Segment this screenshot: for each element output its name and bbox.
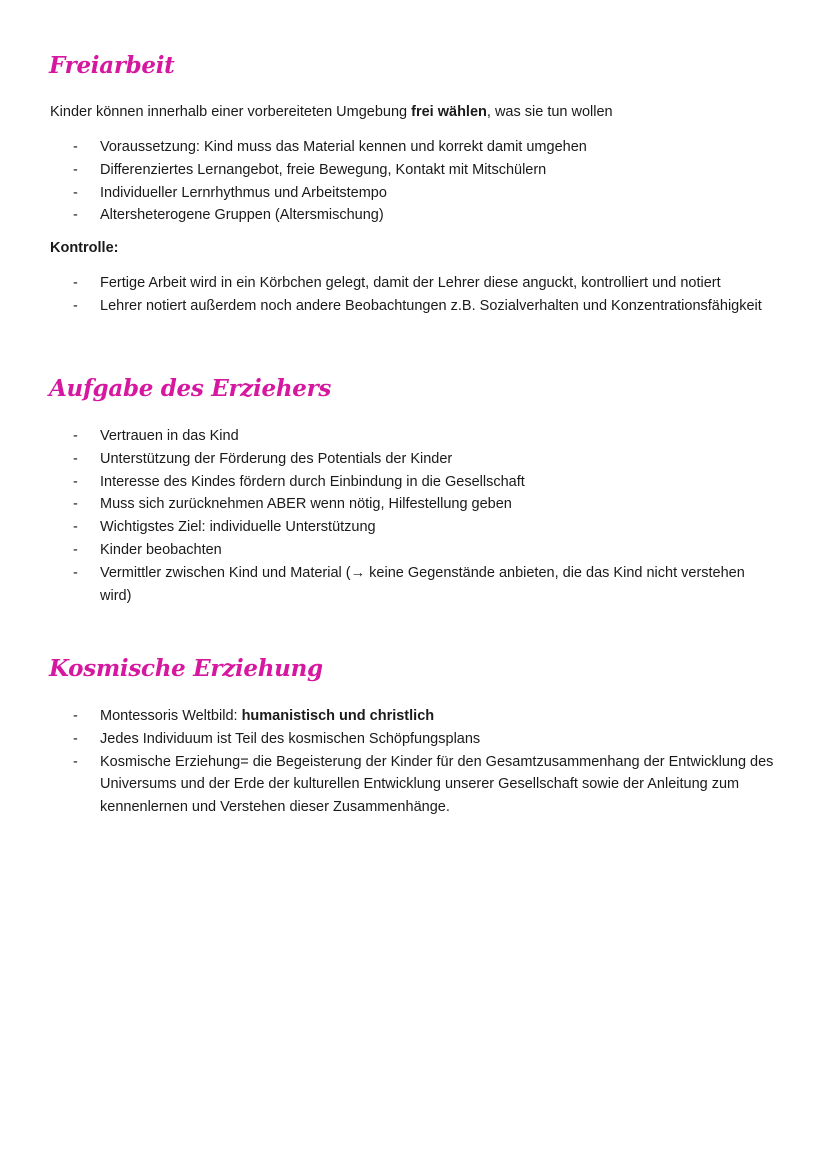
list-item: - Voraussetzung: Kind muss das Material kennen und korrekt damit umgehen [0, 136, 780, 159]
list-item: - Unterstützung der Förderung des Potentials der Kinder [0, 448, 780, 471]
bullet-dash: - [73, 730, 78, 747]
list-item: - Kinder beobachten [0, 539, 780, 562]
freiarbeit-intro [50, 101, 613, 124]
list-item: - Individueller Lernrhythmus und Arbeitstempo [0, 182, 780, 205]
list-item: - Lehrer notiert außerdem noch andere Beobachtungen z.B. Sozialverhalten und Konzentrationsfähigkeit [0, 295, 780, 318]
kontrolle-list [0, 272, 828, 318]
intro-text-bold: frei wählen [411, 104, 487, 120]
list-item: - Interesse des Kindes fördern durch Einbindung in die Gesellschaft [0, 471, 780, 494]
heading-aufgabe-des-erziehers: Aufgabe des Erziehers [49, 375, 332, 402]
bullet-dash: - [73, 708, 78, 724]
bullet-dash: - [73, 496, 78, 513]
list-item: - Montessoris Weltbild: humanistisch und christlich [0, 705, 780, 728]
bullet-dash: - [73, 207, 78, 224]
kontrolle-label: Kontrolle: [50, 240, 119, 256]
heading-freiarbeit: Freiarbeit [49, 52, 175, 79]
list-item: - Kosmische Erziehung= die Begeisterung der Kinder für den Gesamtzusammenhang der Entwicklung des Universums und der Erde der kulturellen Entwicklung unserer Gesellschaft sowie der Anleitung zum kennenlernen und Verstehen dieser Zusammenhänge. [0, 751, 780, 819]
intro-text-before: Kinder können innerhalb einer vorbereiteten Umgebung [50, 104, 412, 120]
list-item: - Vertrauen in das Kind [0, 425, 780, 448]
bullet-dash: - [73, 473, 78, 490]
kosmisch-list [0, 705, 828, 819]
bullet-dash: - [73, 297, 78, 314]
weltbild-bold: humanistisch und christlich [241, 708, 435, 724]
list-item: - Altersheterogene Gruppen (Altersmischung) [0, 204, 780, 227]
bullet-dash: - [73, 753, 78, 770]
bullet-dash: - [73, 541, 78, 558]
bullet-dash: - [73, 428, 78, 444]
bullet-dash: - [73, 139, 78, 155]
heading-kosmische-erziehung: Kosmische Erziehung [49, 655, 323, 682]
list-item: - Fertige Arbeit wird in ein Körbchen gelegt, damit der Lehrer diese anguckt, kontrolliert und notiert [0, 272, 780, 295]
list-item: - Differenziertes Lernangebot, freie Bewegung, Kontakt mit Mitschülern [0, 159, 780, 182]
bullet-dash: - [73, 519, 78, 536]
list-item: - Jedes Individuum ist Teil des kosmischen Schöpfungsplans [0, 728, 780, 751]
intro-text-after: , was sie tun wollen [486, 104, 613, 120]
list-item: - Wichtigstes Ziel: individuelle Unterstützung [0, 516, 780, 539]
erzieher-list [0, 425, 828, 607]
list-item: - Muss sich zurücknehmen ABER wenn nötig, Hilfestellung geben [0, 493, 780, 516]
bullet-dash: - [73, 275, 78, 291]
bullet-dash: - [73, 184, 78, 201]
bullet-dash: - [73, 450, 78, 467]
freiarbeit-list [0, 136, 828, 227]
bullet-dash: - [73, 564, 78, 581]
bullet-dash: - [73, 161, 78, 178]
list-item: - Vermittler zwischen Kind und Material (→ keine Gegenstände anbieten, die das Kind nicht verstehen wird) [0, 562, 780, 608]
